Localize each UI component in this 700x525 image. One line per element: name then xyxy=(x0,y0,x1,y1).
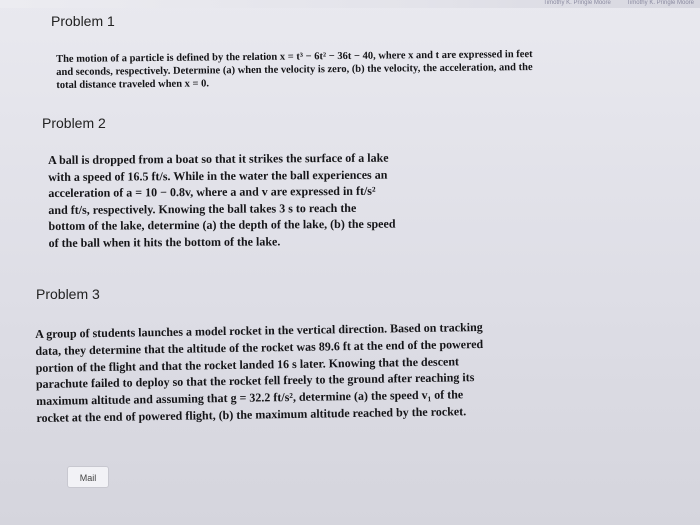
problem-2-label: Problem 2 xyxy=(42,115,106,131)
problem-1-label: Problem 1 xyxy=(51,13,115,29)
problem-3-text: A group of students launches a model rocket in the vertical direction. Based on tracking data, they determine that the altitude of the rocket was 89.6 ft at the end of the powered portion of the flight and that the rocket landed 16 s later. Knowing that the descent parachute failed to deploy so that the rocket fell freely to the ground after reaching its maximum altitude and assuming that g = 32.2 ft/s², determine (a) the speed v₁ of the rocket at the end of powered flight, (b) the maximum altitude reached by the rocket. xyxy=(35,319,484,425)
problem-2-text: A ball is dropped from a boat so that it strikes the surface of a lake with a speed of 16.5 ft/s. While in the water the ball experiences an acceleration of a = 10 − 0.8v, where a and v are expressed in ft/s² and ft/s, respectively. Knowing the ball takes 3 s to reach the bottom of the lake, determine (a) the depth of the lake, (b) the speed of the ball when it hits the bottom of the lake. xyxy=(48,150,396,250)
problem-1-text: The motion of a particle is defined by the relation x = t³ − 6t² − 36t − 40, where x and t are expressed in feet and seconds, respectively. Determine (a) when the velocity is zero, (b) the velocity, the acceleration, and the total distance traveled when x = 0. xyxy=(56,49,533,91)
top-links xyxy=(529,0,694,8)
top-link[interactable]: Timothy K. Pringle Moore xyxy=(626,0,694,6)
problem-3-label: Problem 3 xyxy=(36,286,100,302)
mail-button[interactable]: Mail xyxy=(67,466,109,488)
top-link[interactable]: Timothy K. Pringle Moore xyxy=(543,0,611,6)
